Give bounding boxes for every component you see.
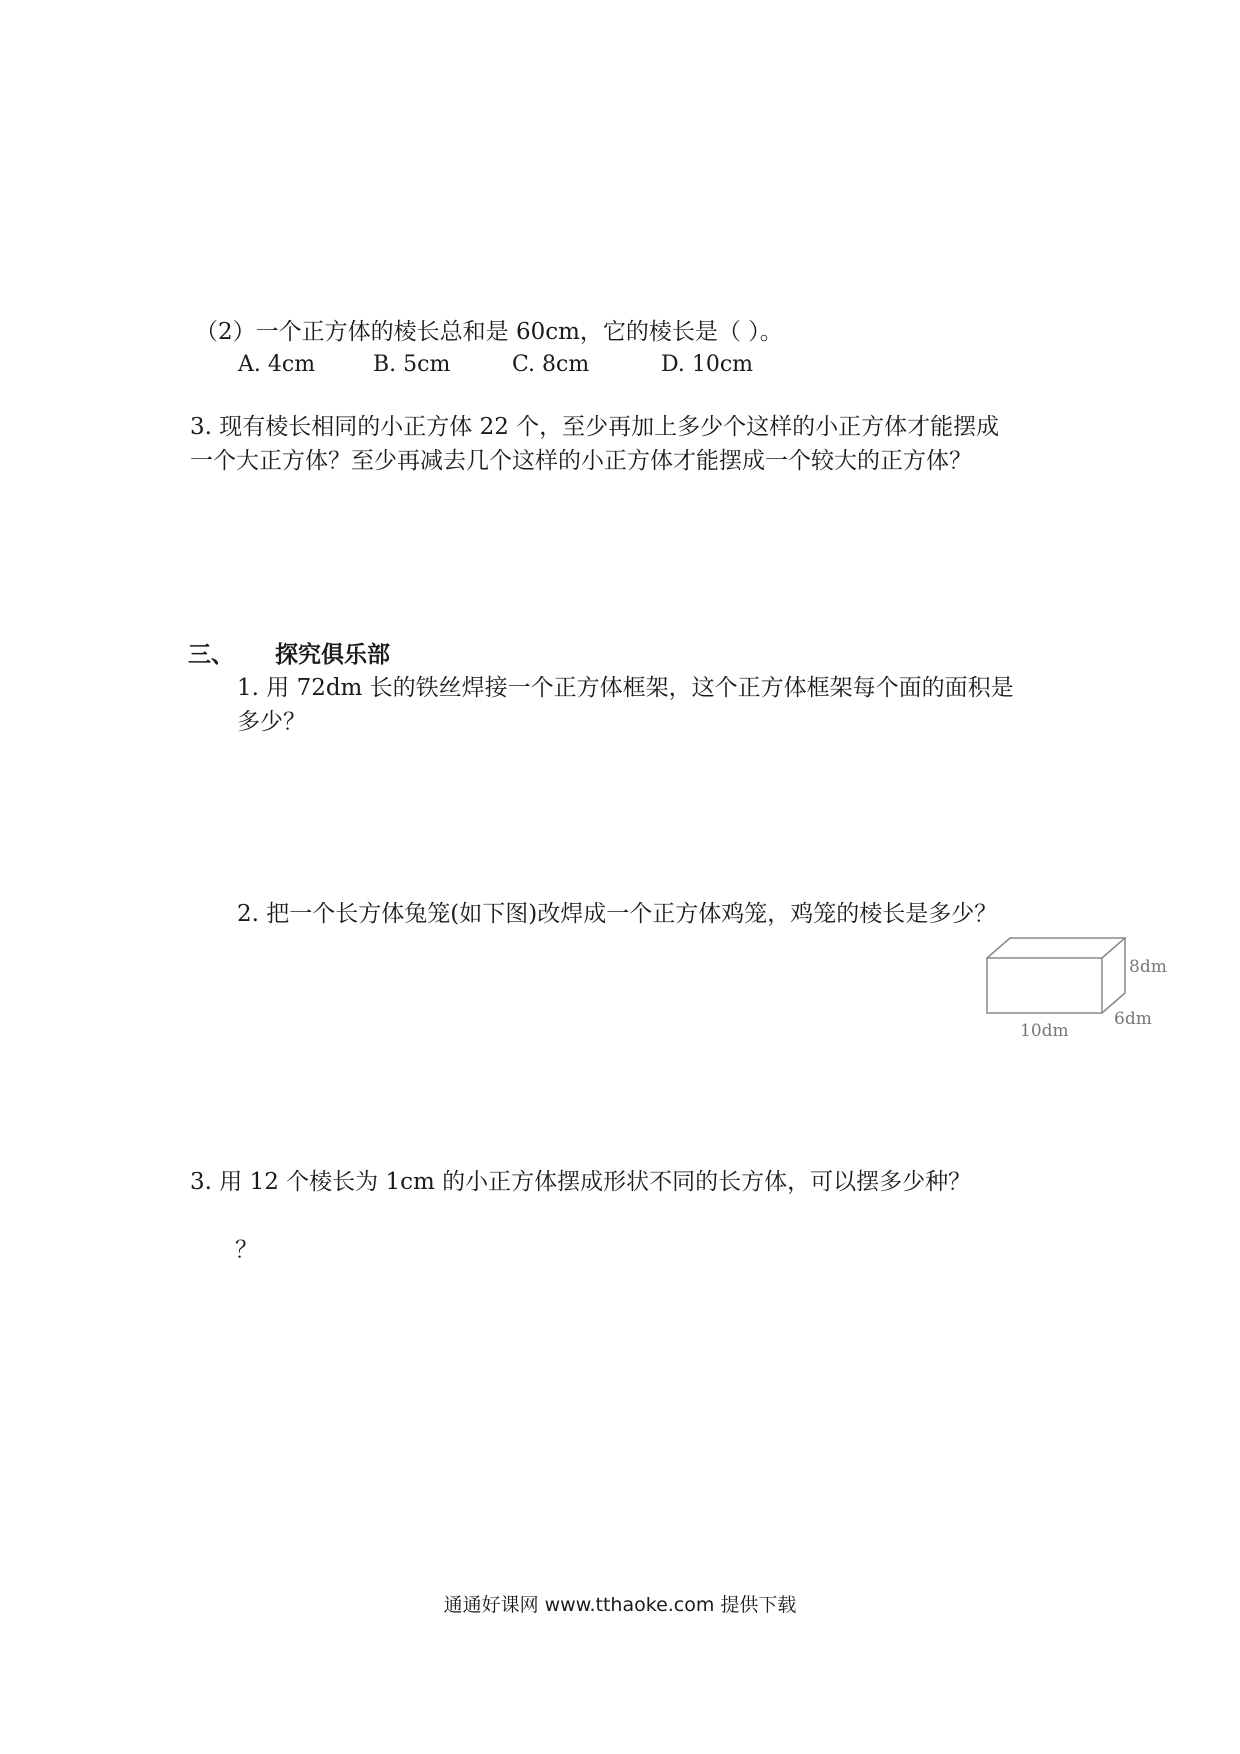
option-c: C. 8cm xyxy=(512,352,590,377)
height-label: 8dm xyxy=(1129,957,1167,977)
width-label: 6dm xyxy=(1114,1009,1152,1029)
cuboid-figure xyxy=(982,930,1182,1050)
option-a: A. 4cm xyxy=(238,352,316,377)
cuboid-front-face xyxy=(987,958,1102,1013)
section-3-q1-line1: 1. 用 72dm 长的铁丝焊接一个正方体框架，这个正方体框架每个面的面积是 xyxy=(237,675,1014,701)
section-3-title: 探究俱乐部 xyxy=(275,641,390,668)
section-3-q1-line2: 多少？ xyxy=(237,709,306,735)
section-3-q3-mark: ？ xyxy=(235,1237,258,1263)
option-d: D. 10cm xyxy=(661,352,754,377)
cuboid-top-face xyxy=(987,938,1125,958)
cuboid-side-face xyxy=(1102,938,1125,1013)
question-2-3-line1: 3. 现有棱长相同的小正方体 22 个，至少再加上多少个这样的小正方体才能摆成 xyxy=(190,414,1000,440)
section-3-number: 三、 xyxy=(188,641,234,668)
question-2-3-line2: 一个大正方体？至少再减去几个这样的小正方体才能摆成一个较大的正方体？ xyxy=(190,448,972,474)
option-b: B. 5cm xyxy=(373,352,451,377)
length-label: 10dm xyxy=(1020,1021,1069,1041)
footer-text: 通通好课网 www.tthaoke.com 提供下载 xyxy=(443,1594,797,1616)
question-2-2-stem: （2）一个正方体的棱长总和是 60cm，它的棱长是（ ）。 xyxy=(195,319,783,345)
section-3-q3: 3. 用 12 个棱长为 1cm 的小正方体摆成形状不同的长方体，可以摆多少种？ xyxy=(190,1169,972,1195)
section-3-q2: 2. 把一个长方体兔笼(如下图)改焊成一个正方体鸡笼，鸡笼的棱长是多少？ xyxy=(237,901,998,927)
